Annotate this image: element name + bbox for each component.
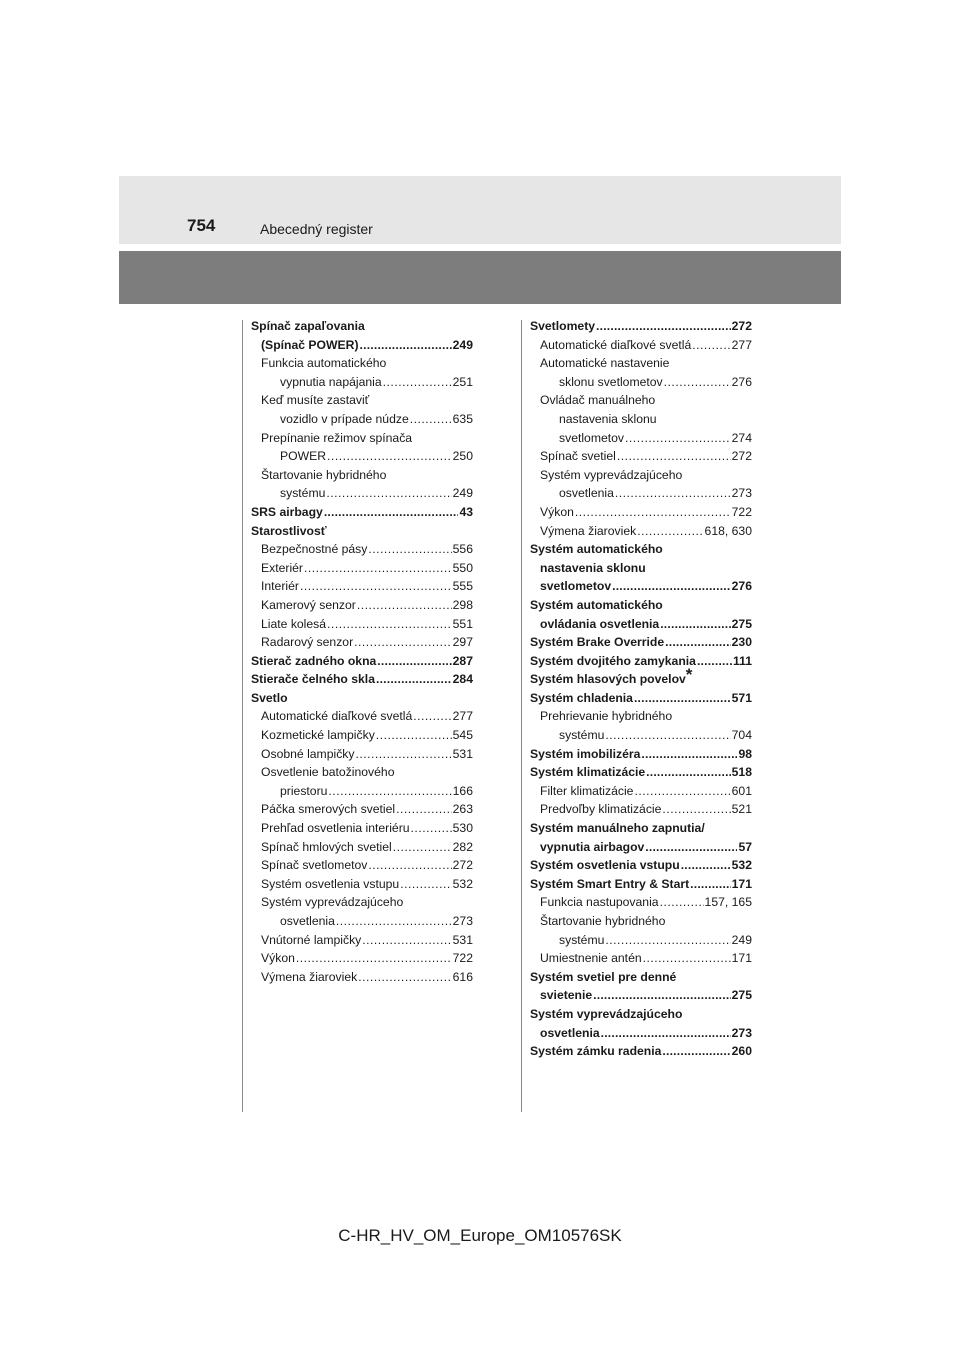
page-reference: 111: [733, 653, 752, 668]
index-term: vozidlo v prípade núdze: [280, 411, 409, 426]
dot-leader: [634, 782, 730, 801]
index-term: Predvoľby klimatizácie: [540, 802, 662, 817]
dot-leader: [355, 745, 451, 764]
index-entry-heading: [530, 968, 752, 987]
dot-leader: [400, 875, 451, 894]
index-entry-heading: [530, 410, 752, 429]
page-reference: 571: [731, 690, 752, 705]
index-entry: [530, 931, 752, 950]
index-entry: [530, 615, 752, 634]
dot-leader: [637, 522, 703, 541]
index-entry: [530, 633, 752, 652]
index-entry: [251, 447, 473, 466]
page-reference: 276: [731, 374, 752, 389]
index-term: ovládania osvetlenia: [540, 616, 660, 631]
page-reference: 277: [452, 709, 473, 724]
dot-leader: [697, 652, 732, 671]
index-term: systému: [280, 486, 326, 501]
dot-leader: [376, 670, 452, 689]
dot-leader: [593, 986, 730, 1005]
index-entry: [251, 652, 473, 671]
page-reference: 616: [452, 969, 473, 984]
dot-leader: [362, 931, 451, 950]
page-reference: 722: [731, 504, 752, 519]
index-entry-heading: [530, 466, 752, 485]
index-term: SRS airbagy: [251, 504, 323, 519]
index-entry: [530, 986, 752, 1005]
dot-leader: [612, 577, 731, 596]
index-entry-heading: [251, 466, 473, 485]
index-term: sklonu svetlometov: [559, 374, 663, 389]
index-entry: [251, 968, 473, 987]
index-entry: [251, 540, 473, 559]
index-term: Ovládač manuálneho: [540, 393, 656, 408]
index-entry: [251, 819, 473, 838]
dot-leader: [605, 931, 730, 950]
index-term: Systém klimatizácie: [530, 765, 646, 780]
index-entry-heading: [530, 354, 752, 373]
page-reference: 532: [731, 858, 752, 873]
index-term: osvetlenia: [559, 486, 614, 501]
dot-leader: [357, 596, 452, 615]
index-term: Filter klimatizácie: [540, 783, 634, 798]
index-entry: [530, 484, 752, 503]
footnote-asterisk: *: [685, 665, 693, 685]
dot-leader: [296, 949, 452, 968]
index-term: Systém Smart Entry & Start: [530, 876, 690, 891]
dot-leader: [410, 410, 452, 429]
index-term: Systém automatického: [530, 542, 663, 557]
index-entry: [530, 1024, 752, 1043]
page-reference: 551: [452, 616, 473, 631]
index-term: Výmena žiaroviek: [261, 969, 358, 984]
page-reference: 171: [731, 951, 752, 966]
index-term: svietenie: [540, 988, 593, 1003]
page-reference: 273: [731, 1025, 752, 1040]
index-entry: [530, 893, 752, 912]
index-term: Automatické diaľkové svetlá: [540, 337, 692, 352]
index-entry: [251, 503, 473, 522]
index-entry: [251, 782, 473, 801]
column-divider-left: [242, 320, 243, 1112]
page-reference: 530: [452, 821, 473, 836]
index-entry-heading: [530, 391, 752, 410]
index-entry: [530, 726, 752, 745]
index-term: svetlometov: [559, 430, 625, 445]
index-term: Stierače čelného skla: [251, 672, 375, 687]
index-term: Spínač hmlových svetiel: [261, 839, 392, 854]
index-entry-heading: [530, 1005, 752, 1024]
section-banner: [119, 251, 841, 304]
page-reference: 274: [731, 430, 752, 445]
dot-leader: [575, 503, 731, 522]
page-reference: 171: [731, 876, 752, 891]
section-title: Abecedný register: [260, 221, 373, 237]
index-term: Systém osvetlenia vstupu: [261, 876, 400, 891]
index-term: osvetlenia: [540, 1025, 600, 1040]
dot-leader: [662, 1042, 730, 1061]
index-entry: [251, 670, 473, 689]
index-term: Interiér: [261, 579, 299, 594]
index-entry: [251, 912, 473, 931]
page-reference: 157, 165: [704, 895, 752, 910]
index-term: Svetlomety: [530, 319, 596, 333]
dot-leader: [615, 484, 731, 503]
dot-leader: [692, 336, 730, 355]
index-term: Kamerový senzor: [261, 597, 356, 612]
index-term: Stierač zadného okna: [251, 653, 377, 668]
column-divider-right: [521, 320, 522, 1112]
index-term: Systém vyprevádzajúceho: [261, 895, 404, 910]
index-term: Prehľad osvetlenia interiéru: [261, 821, 410, 836]
page-reference: 166: [452, 783, 473, 798]
index-entry: [530, 577, 752, 596]
page-reference: 518: [731, 765, 752, 780]
index-entry: [530, 447, 752, 466]
index-term: Starostlivosť: [251, 523, 327, 538]
dot-leader: [336, 912, 452, 931]
page-reference: 704: [731, 728, 752, 743]
index-term: Prepínanie režimov spínača: [261, 430, 413, 445]
index-entry-heading: [251, 893, 473, 912]
index-term: vypnutia napájania: [280, 374, 382, 389]
page-reference: 249: [731, 932, 752, 947]
index-entry: [251, 577, 473, 596]
index-term: Osvetlenie batožinového: [261, 765, 395, 780]
index-entry: [251, 484, 473, 503]
dot-leader: [601, 1024, 731, 1043]
index-entry: [530, 949, 752, 968]
dot-leader: [617, 447, 731, 466]
index-term: systému: [559, 932, 605, 947]
index-term: Systém svetiel pre denné: [530, 969, 677, 984]
dot-leader: [662, 800, 730, 819]
index-term: Systém vyprevádzajúceho: [530, 1006, 683, 1021]
index-entry-heading: [251, 429, 473, 448]
dot-leader: [324, 503, 459, 522]
index-term: Kozmetické lampičky: [261, 728, 375, 743]
index-term: Osobné lampičky: [261, 746, 355, 761]
index-entry: [530, 503, 752, 522]
index-term: Vnútorné lampičky: [261, 932, 362, 947]
index-term: systému: [559, 728, 605, 743]
page-reference: 284: [452, 672, 473, 687]
page-reference: 545: [452, 728, 473, 743]
index-term: Systém Brake Override: [530, 635, 665, 650]
page-reference: 249: [452, 486, 473, 501]
dot-leader: [690, 875, 730, 894]
page-reference: 531: [452, 746, 473, 761]
index-term: Spínač zapaľovania: [251, 319, 365, 333]
index-term: Radarový senzor: [261, 635, 354, 650]
index-term: Systém chladenia: [530, 690, 633, 705]
index-term: Štartovanie hybridného: [261, 467, 387, 482]
page-reference: 263: [452, 802, 473, 817]
page-reference: 555: [452, 579, 473, 594]
dot-leader: [660, 615, 730, 634]
index-term: Systém manuálneho zapnutia/: [530, 821, 705, 836]
index-term: Automatické diaľkové svetlá: [261, 709, 413, 724]
index-term: Funkcia automatického: [261, 356, 387, 371]
index-entry-heading: [530, 819, 752, 838]
page-reference: 556: [452, 542, 473, 557]
page-reference: 275: [731, 988, 752, 1003]
index-entry-heading: [251, 354, 473, 373]
index-entry: [530, 838, 752, 857]
index-entry: [530, 336, 752, 355]
index-term: Systém zámku radenia: [530, 1044, 662, 1059]
index-term: Systém vyprevádzajúceho: [540, 467, 683, 482]
index-entry-heading: [251, 522, 473, 541]
index-term: Štartovanie hybridného: [540, 914, 666, 928]
page-reference: 521: [731, 802, 752, 817]
index-entry: [251, 726, 473, 745]
index-entry-heading: [530, 540, 752, 559]
index-term: osvetlenia: [280, 914, 335, 928]
dot-leader: [354, 633, 452, 652]
index-term: Keď musíte zastaviť: [261, 393, 370, 408]
dot-leader: [304, 559, 452, 578]
page-reference: 550: [452, 560, 473, 575]
index-entry: [251, 856, 473, 875]
index-entry: [251, 559, 473, 578]
index-term: Umiestnenie antén: [540, 951, 642, 966]
index-entry: [530, 1042, 752, 1061]
dot-leader: [596, 317, 731, 336]
index-entry: [530, 745, 752, 764]
index-entry-heading: [530, 596, 752, 615]
index-entry: [530, 373, 752, 392]
dot-leader: [413, 707, 451, 726]
dot-leader: [645, 838, 737, 857]
dot-leader: [368, 540, 451, 559]
index-term: Výkon: [261, 951, 295, 966]
index-term: Liate kolesá: [261, 616, 327, 631]
index-term: Výkon: [540, 504, 574, 519]
index-term: Systém hlasových povelov: [530, 672, 686, 687]
dot-leader: [368, 856, 451, 875]
index-column-right: [530, 317, 752, 1061]
dot-leader: [377, 652, 451, 671]
index-term: nastavenia sklonu: [540, 560, 646, 575]
page-reference: 272: [731, 319, 752, 333]
index-entry: [251, 931, 473, 950]
page-reference: 601: [731, 783, 752, 798]
index-entry: [251, 615, 473, 634]
page-reference: 251: [452, 374, 473, 389]
dot-leader: [393, 838, 452, 857]
index-entry-heading: [530, 912, 752, 931]
index-entry: [530, 782, 752, 801]
dot-leader: [396, 800, 452, 819]
document-code-footer: C-HR_HV_OM_Europe_OM10576SK: [338, 1226, 622, 1245]
index-term: Funkcia nastupovania: [540, 895, 659, 910]
page-reference: 531: [452, 932, 473, 947]
index-entry-heading: [530, 665, 752, 689]
index-term: Svetlo: [251, 690, 288, 705]
index-term: vypnutia airbagov: [540, 839, 645, 854]
index-entry: [530, 652, 752, 671]
index-term: Prehrievanie hybridného: [540, 709, 673, 724]
index-entry: [251, 838, 473, 857]
index-entry: [530, 317, 752, 336]
dot-leader: [411, 819, 452, 838]
header-band: [119, 176, 841, 244]
page-reference: 272: [452, 858, 473, 873]
index-term: Automatické nastavenie: [540, 356, 670, 371]
page-reference: 297: [452, 635, 473, 650]
index-term: Bezpečnostné pásy: [261, 542, 368, 557]
index-term: priestoru: [280, 783, 328, 798]
index-term: Výmena žiaroviek: [540, 523, 637, 538]
index-term: Páčka smerových svetiel: [261, 802, 396, 817]
index-entry: [251, 800, 473, 819]
dot-leader: [605, 726, 730, 745]
index-entry: [530, 875, 752, 894]
page-reference: 273: [731, 486, 752, 501]
index-entry-heading: [251, 391, 473, 410]
index-term: Spínač svetiel: [540, 449, 616, 464]
page-reference: 298: [452, 597, 473, 612]
dot-leader: [300, 577, 452, 596]
index-term: nastavenia sklonu: [559, 411, 657, 426]
page-reference: 249: [452, 337, 473, 352]
page-reference: 282: [452, 839, 473, 854]
index-entry: [530, 763, 752, 782]
index-entry: [251, 410, 473, 429]
dot-leader: [664, 373, 731, 392]
index-entry: [251, 373, 473, 392]
index-column-left: [251, 317, 473, 986]
index-term: (Spínač POWER): [261, 337, 359, 352]
dot-leader: [625, 429, 731, 448]
dot-leader: [646, 763, 730, 782]
page-reference: 57: [738, 839, 752, 854]
dot-leader: [660, 893, 704, 912]
index-entry: [530, 522, 752, 541]
dot-leader: [327, 615, 452, 634]
page-reference: 43: [459, 504, 473, 519]
page-reference: 635: [452, 411, 473, 426]
index-entry: [530, 800, 752, 819]
index-entry-heading: [251, 317, 473, 336]
index-term: Systém automatického: [530, 597, 663, 612]
page-reference: 98: [738, 746, 752, 761]
page-reference: 722: [452, 951, 473, 966]
dot-leader: [383, 373, 452, 392]
index-entry-heading: [530, 707, 752, 726]
index-term: Systém osvetlenia vstupu: [530, 858, 680, 873]
index-term: Systém dvojitého zamykania: [530, 653, 696, 668]
index-entry: [251, 596, 473, 615]
index-term: Systém imobilizéra: [530, 746, 641, 761]
dot-leader: [643, 949, 731, 968]
index-entry: [251, 875, 473, 894]
index-term: svetlometov: [540, 579, 612, 594]
dot-leader: [665, 633, 731, 652]
index-term: Spínač svetlometov: [261, 858, 368, 873]
page-reference: 275: [731, 616, 752, 631]
dot-leader: [328, 782, 451, 801]
index-entry-heading: [251, 689, 473, 708]
dot-leader: [376, 726, 452, 745]
page-reference: 277: [731, 337, 752, 352]
index-entry: [530, 429, 752, 448]
index-entry: [530, 856, 752, 875]
dot-leader: [358, 968, 451, 987]
page-reference: 618, 630: [704, 523, 752, 538]
page-reference: 287: [452, 653, 473, 668]
page-reference: 273: [452, 914, 473, 928]
index-entry: [251, 949, 473, 968]
page-number: 754: [187, 216, 216, 235]
page-reference: 230: [731, 635, 752, 650]
dot-leader: [360, 336, 452, 355]
dot-leader: [634, 689, 731, 708]
index-entry-heading: [251, 763, 473, 782]
page-reference: 260: [731, 1044, 752, 1059]
dot-leader: [681, 856, 731, 875]
index-entry-heading: [530, 559, 752, 578]
dot-leader: [641, 745, 737, 764]
page-reference: 250: [452, 449, 473, 464]
index-entry: [251, 707, 473, 726]
index-entry: [251, 745, 473, 764]
index-entry: [251, 633, 473, 652]
page-reference: 272: [731, 449, 752, 464]
index-entry: [251, 336, 473, 355]
dot-leader: [327, 447, 452, 466]
page-reference: 532: [452, 876, 473, 891]
index-term: POWER: [280, 449, 327, 464]
index-entry: [530, 689, 752, 708]
page-reference: 276: [731, 579, 752, 594]
dot-leader: [326, 484, 451, 503]
index-term: Exteriér: [261, 560, 303, 575]
